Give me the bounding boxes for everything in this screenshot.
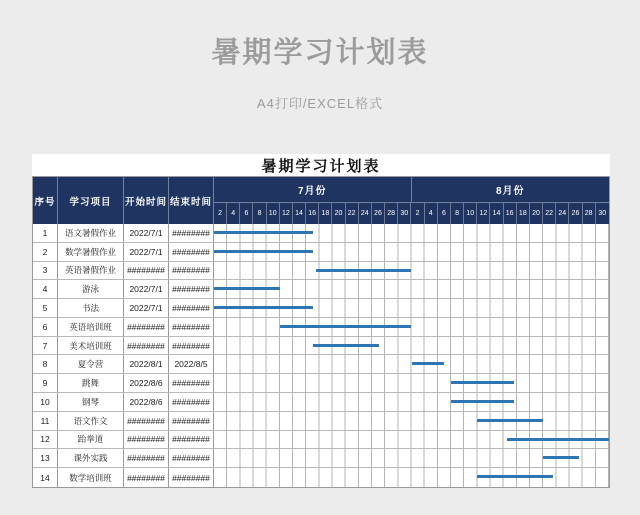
day-tick: 8 [253,203,266,224]
start-time-cell: ######## [124,468,169,487]
start-time-cell: ######## [124,449,169,467]
table-row [33,374,609,393]
gantt-row-grid [214,431,609,449]
row-index-cell: 10 [33,393,58,411]
day-tick: 10 [464,203,477,224]
start-time-cell: ######## [124,318,169,336]
row-index-cell: 6 [33,318,58,336]
row-index-cell: 7 [33,337,58,355]
gantt-axis-header [214,177,609,224]
row-index-cell: 9 [33,374,58,392]
day-tick: 4 [227,203,240,224]
column-header-end-time: 结束时间 [169,177,214,224]
row-index-cell: 11 [33,412,58,430]
page-subtitle: A4打印/EXCEL格式 [256,96,384,111]
gantt-row-grid [214,337,609,355]
row-index-cell: 12 [33,431,58,449]
day-tick: 10 [267,203,280,224]
day-tick: 16 [306,203,319,224]
project-cell: 英语培训班 [58,318,124,336]
start-time-cell: 2022/7/1 [124,280,169,298]
gantt-row-grid [214,318,609,336]
start-time-cell: ######## [124,337,169,355]
month-header-july: 7月份 [214,177,412,203]
table-row [33,318,609,337]
start-time-cell: ######## [124,262,169,280]
day-tick: 18 [517,203,530,224]
end-time-cell: ######## [169,431,214,449]
end-time-cell: ######## [169,224,214,242]
row-index-cell: 13 [33,449,58,467]
gantt-table [32,176,610,488]
end-time-cell: ######## [169,337,214,355]
end-time-cell: ######## [169,374,214,392]
day-tick: 28 [385,203,398,224]
end-time-cell: ######## [169,243,214,261]
column-header-project: 学习项目 [58,177,124,224]
day-tick: 22 [543,203,556,224]
project-cell: 跆拳道 [58,431,124,449]
start-time-cell: 2022/8/6 [124,374,169,392]
day-ticks-july [214,203,412,224]
gantt-bar [214,306,313,309]
end-time-cell: ######## [169,449,214,467]
spreadsheet-panel [32,154,610,488]
end-time-cell: ######## [169,412,214,430]
month-header-august: 8月份 [412,177,610,203]
row-index-cell: 2 [33,243,58,261]
day-tick: 30 [598,210,607,217]
row-index-cell: 14 [33,468,58,487]
gantt-row-grid [214,280,609,298]
gantt-bar [543,456,579,459]
end-time-cell: ######## [169,318,214,336]
gantt-row-grid [214,243,609,261]
start-time-cell: ######## [124,431,169,449]
day-tick: 6 [240,203,253,224]
row-index-cell: 3 [33,262,58,280]
table-row [33,262,609,281]
start-time-cell: ######## [124,412,169,430]
day-tick: 24 [359,203,372,224]
gantt-row-grid [214,374,609,392]
project-cell: 夏令营 [58,355,124,373]
project-cell: 数学暑假作业 [58,243,124,261]
end-time-cell: ######## [169,393,214,411]
gantt-row-grid [214,299,609,317]
table-row [33,468,609,487]
gantt-bar [412,362,445,365]
end-time-cell: ######## [169,468,214,487]
day-tick: 20 [332,203,345,224]
start-time-cell: 2022/8/1 [124,355,169,373]
table-row [33,337,609,356]
start-time-cell: 2022/7/1 [124,243,169,261]
table-row [33,243,609,262]
page-title: 暑期学习计划表 [211,37,429,69]
project-cell: 美术培训班 [58,337,124,355]
gantt-row-grid [214,412,609,430]
gantt-bar [507,438,609,441]
gantt-row-grid [214,468,609,487]
gantt-bar [214,250,313,253]
gantt-row-grid [214,393,609,411]
day-tick: 12 [477,203,490,224]
project-cell: 课外实践 [58,449,124,467]
table-row [33,280,609,299]
start-time-cell: 2022/7/1 [124,299,169,317]
sheet-title: 暑期学习计划表 [261,157,381,175]
project-cell: 钢琴 [58,393,124,411]
day-tick: 18 [319,203,332,224]
row-index-cell: 1 [33,224,58,242]
project-cell: 语文暑假作业 [58,224,124,242]
project-cell: 语文作文 [58,412,124,430]
gantt-row-grid [214,355,609,373]
table-row [33,393,609,412]
day-tick: 20 [530,203,543,224]
day-ticks-august [412,203,610,224]
table-body [33,224,609,487]
day-tick: 12 [280,203,293,224]
gantt-bar [313,344,379,347]
end-time-cell: 2022/8/5 [169,355,214,373]
gantt-bar [451,400,514,403]
project-cell: 数学培训班 [58,468,124,487]
gantt-bar [316,269,411,272]
project-cell: 游泳 [58,280,124,298]
day-tick: 2 [214,203,227,224]
end-time-cell: ######## [169,280,214,298]
start-time-cell: 2022/8/6 [124,393,169,411]
gantt-bar [280,325,412,328]
month-band [214,177,609,203]
row-index-cell: 5 [33,299,58,317]
day-tick: 14 [490,203,503,224]
table-row [33,431,609,450]
gantt-bar [477,475,553,478]
table-row [33,449,609,468]
day-tick: 4 [425,203,438,224]
day-tick: 30 [398,203,411,224]
table-header [33,177,609,224]
gantt-bar [451,381,514,384]
gantt-row-grid [214,262,609,280]
day-tick: 8 [451,203,464,224]
project-cell: 跳舞 [58,374,124,392]
day-tick: 6 [438,203,451,224]
column-header-start-time: 开始时间 [124,177,169,224]
start-time-cell: 2022/7/1 [124,224,169,242]
day-tick: 16 [504,203,517,224]
end-time-cell: ######## [169,299,214,317]
gantt-bar [477,419,543,422]
day-tick: 2 [412,203,425,224]
gantt-row-grid [214,224,609,242]
table-row [33,299,609,318]
table-row [33,412,609,431]
column-header-index: 序号 [33,177,58,224]
day-tick: 14 [293,203,306,224]
day-tick: 26 [569,203,582,224]
project-cell: 书法 [58,299,124,317]
table-row [33,224,609,243]
gantt-bar [214,231,313,234]
day-tick-band [214,203,609,224]
project-cell: 英语暑假作业 [58,262,124,280]
day-tick: 24 [556,203,569,224]
row-index-cell: 8 [33,355,58,373]
day-tick: 28 [583,203,596,224]
table-row [33,355,609,374]
day-tick: 26 [372,203,385,224]
day-tick: 22 [346,203,359,224]
gantt-bar [214,287,280,290]
end-time-cell: ######## [169,262,214,280]
gantt-row-grid [214,449,609,467]
row-index-cell: 4 [33,280,58,298]
